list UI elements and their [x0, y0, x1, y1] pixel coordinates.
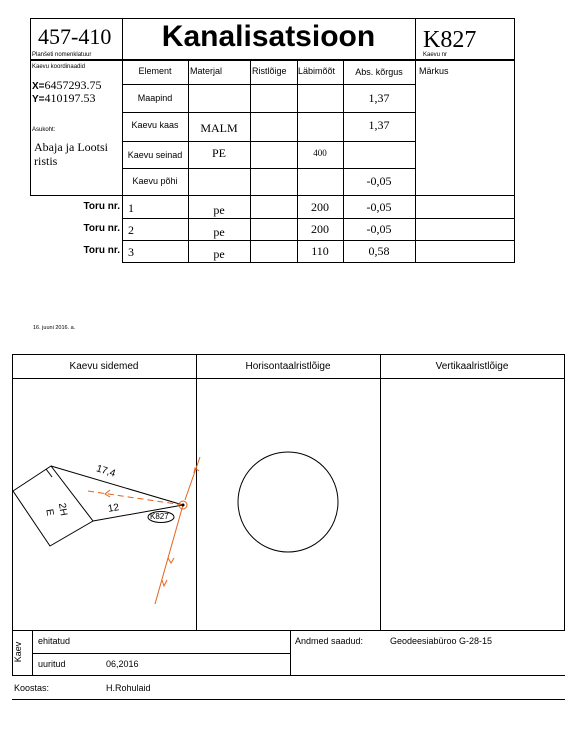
pipe-no-2: 2 — [128, 223, 134, 237]
row-label-ground: Maapind — [137, 93, 173, 103]
document-date: 16. juuni 2016. a. — [33, 325, 76, 331]
location-line1: Abaja ja Lootsi — [34, 140, 108, 154]
pipe-label-3: Toru nr. — [83, 245, 120, 256]
row-label-cover: Kaevu kaas — [131, 120, 179, 130]
well-center — [182, 504, 185, 507]
row-elevation-ground: 1,37 — [368, 91, 390, 105]
data-from-label: Andmed saadud: — [295, 636, 364, 646]
col-cross-section: Ristlõige — [252, 66, 287, 76]
sheet-caption: Planšeti nomenklatuur — [32, 52, 92, 58]
tie-line-1 — [51, 466, 183, 505]
author-label: Koostas: — [14, 683, 50, 693]
building-code: E — [43, 508, 56, 517]
col-material: Materjal — [190, 66, 223, 76]
horizontal-section-circle — [238, 452, 338, 552]
page-title: Kanalisatsioon — [161, 20, 376, 53]
pipe-diameter-2: 200 — [311, 222, 329, 236]
col-element: Element — [138, 66, 172, 76]
pipe-material-2: pe — [213, 225, 225, 239]
well-tag: K827 — [150, 512, 169, 521]
sheet-number: 457-410 — [38, 24, 112, 49]
pipe-material-3: pe — [213, 247, 225, 261]
pipe-label-1: Toru nr. — [83, 201, 120, 212]
well-caption: Kaevu nr — [423, 52, 448, 58]
building-label: 2H — [55, 502, 69, 517]
row-elevation-cover: 1,37 — [368, 118, 390, 132]
panel-title-horizontal: Horisontaalristlõige — [245, 361, 331, 372]
tie-distance-1: 17,4 — [94, 463, 117, 480]
pipe-lines — [88, 457, 200, 604]
col-diameter: Läbimõõt — [298, 66, 336, 76]
col-notes: Märkus — [419, 66, 449, 76]
pipe-diameter-3: 110 — [311, 244, 329, 258]
coord-x: X=6457293.75 — [32, 78, 102, 92]
row-label-bottom: Kaevu põhi — [132, 176, 178, 186]
author-value: H.Rohulaid — [106, 683, 151, 693]
surveyed-value: 06,2016 — [106, 659, 139, 669]
building-outline — [13, 466, 93, 546]
pipe-diameter-1: 200 — [311, 200, 329, 214]
pipe-elevation-3: 0,58 — [368, 244, 390, 258]
coord-y: Y=410197.53 — [32, 91, 96, 105]
built-label: ehitatud — [38, 636, 71, 646]
coords-caption: Kaevu koordinaadid — [32, 64, 86, 70]
data-from-value: Geodeesiabüroo G-28-15 — [390, 636, 493, 646]
pipe-elevation-2: -0,05 — [366, 222, 392, 236]
row-label-walls: Kaevu seinad — [127, 150, 183, 160]
location-caption: Asukoht: — [32, 127, 56, 133]
surveyed-label: uuritud — [38, 659, 66, 669]
tie-distance-2: 12 — [107, 502, 120, 515]
panel-title-ties: Kaevu sidemed — [69, 361, 139, 372]
row-material-cover: MALM — [200, 121, 238, 135]
pipe-no-1: 1 — [128, 201, 134, 215]
location-line2: ristis — [34, 154, 58, 168]
col-elevation: Abs. kõrgus — [355, 67, 403, 77]
footer-kaev: Kaev — [13, 641, 23, 663]
pipe-no-3: 3 — [128, 245, 134, 259]
pipe-elevation-1: -0,05 — [366, 200, 392, 214]
pipe-material-1: pe — [213, 203, 225, 217]
building-tick — [46, 469, 52, 477]
row-diameter-walls: 400 — [313, 148, 327, 158]
panel-title-vertical: Vertikaalristlõige — [435, 361, 509, 372]
well-id: K827 — [423, 27, 477, 53]
pipe-label-2: Toru nr. — [83, 223, 120, 234]
row-material-walls: PE — [211, 146, 226, 160]
row-elevation-bottom: -0,05 — [366, 174, 392, 188]
